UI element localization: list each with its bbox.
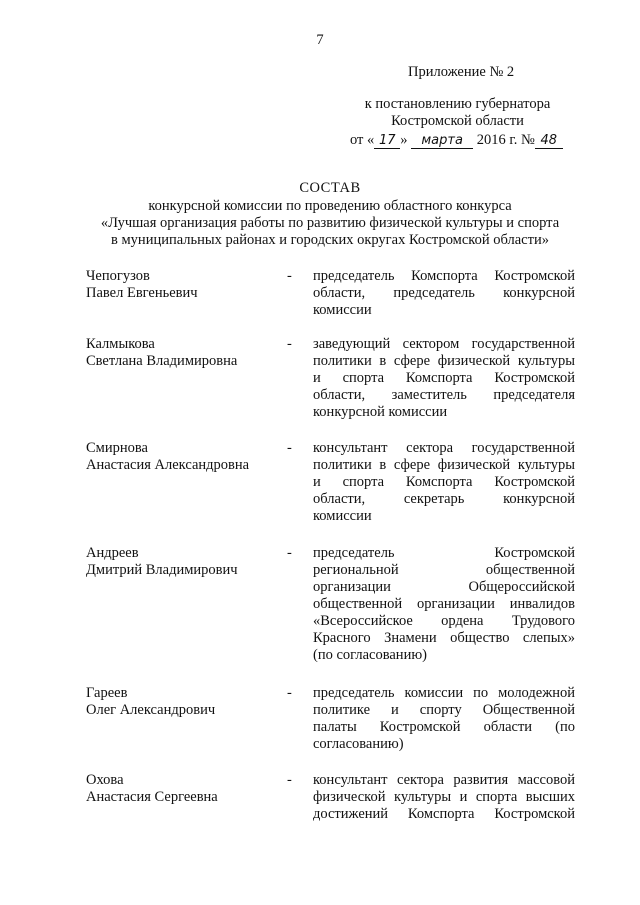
role-line: согласованию) — [313, 736, 404, 752]
role-line: председатель комиссии по молодежной — [313, 685, 575, 701]
member-dash: - — [287, 685, 292, 701]
annex-label: Приложение № 2 — [408, 64, 515, 80]
document-title — [60, 180, 600, 249]
role-line: области, секретарь конкурсной — [313, 491, 575, 507]
quote-open: « — [367, 132, 375, 148]
quote-close: » — [400, 132, 408, 148]
member-name — [86, 440, 276, 474]
date-month: марта — [411, 133, 473, 149]
resolution-reference — [350, 96, 565, 130]
resolution-number: 48 — [535, 133, 563, 149]
role-line: организации Общероссийской — [313, 579, 575, 595]
role-line: общественной организации инвалидов — [313, 596, 575, 612]
role-line: достижений Комспорта Костромской — [313, 806, 575, 822]
member-surname: Чепогузов — [86, 268, 150, 284]
member-dash: - — [287, 545, 292, 561]
member-given-name: Дмитрий Владимирович — [86, 562, 238, 578]
resolution-dateline — [350, 132, 563, 149]
title-heading: СОСТАВ — [299, 180, 361, 196]
member-given-name: Светлана Владимировна — [86, 353, 238, 369]
member-dash: - — [287, 440, 292, 456]
member-role — [313, 336, 575, 421]
resolution-line-1: к постановлению губернатора — [364, 96, 551, 112]
role-line: конкурсной комиссии — [313, 404, 448, 420]
role-line: «Всероссийское ордена Трудового — [313, 613, 575, 629]
member-name — [86, 336, 276, 370]
member-given-name: Олег Александрович — [86, 702, 216, 718]
member-given-name: Анастасия Александровна — [86, 457, 250, 473]
member-surname: Смирнова — [86, 440, 148, 456]
role-line: и спорта Комспорта Костромской — [313, 370, 575, 386]
role-line: физической культуры и спорта высших — [313, 789, 575, 805]
role-line: региональной общественной — [313, 562, 575, 578]
member-role — [313, 440, 575, 525]
role-line: палаты Костромской области (по — [313, 719, 575, 735]
role-line: политики в сфере физической культуры — [313, 457, 575, 473]
member-dash: - — [287, 772, 292, 788]
member-role — [313, 685, 575, 753]
role-line: заведующий сектором государственной — [313, 336, 575, 352]
role-line: комиссии — [313, 302, 372, 318]
member-surname: Калмыкова — [86, 336, 155, 352]
role-line: области, заместитель председателя — [313, 387, 575, 403]
member-given-name: Павел Евгеньевич — [86, 285, 198, 301]
member-dash: - — [287, 268, 292, 284]
member-name — [86, 685, 276, 719]
member-dash: - — [287, 336, 292, 352]
role-line: председатель Комспорта Костромской — [313, 268, 575, 284]
date-day: 17 — [374, 133, 400, 149]
role-line: политики в сфере физической культуры — [313, 353, 575, 369]
member-given-name: Анастасия Сергеевна — [86, 789, 218, 805]
resolution-line-2: Костромской области — [391, 113, 524, 129]
member-role — [313, 268, 575, 319]
role-line: области, председатель конкурсной — [313, 285, 575, 301]
role-line: Красного Знамени общество слепых» — [313, 630, 575, 646]
member-surname: Охова — [86, 772, 124, 788]
role-line: и спорта Комспорта Костромской — [313, 474, 575, 490]
date-prefix: от — [350, 132, 364, 148]
member-name — [86, 545, 276, 579]
role-line: политике и спорту Общественной — [313, 702, 575, 718]
member-surname: Андреев — [86, 545, 139, 561]
member-name — [86, 268, 276, 302]
role-line: консультант сектора государственной — [313, 440, 575, 456]
title-line-3: в муниципальных районах и городских округах Костромской области» — [111, 232, 549, 248]
date-year: 2016 г. № — [476, 132, 535, 148]
member-role — [313, 772, 575, 823]
title-line-1: конкурсной комиссии по проведению областного конкурса — [148, 198, 512, 214]
title-line-2: «Лучшая организация работы по развитию физической культуры и спорта — [100, 215, 560, 231]
member-surname: Гареев — [86, 685, 128, 701]
page-number: 7 — [316, 32, 324, 48]
role-line: комиссии — [313, 508, 372, 524]
role-line: председатель Костромской — [313, 545, 575, 561]
role-line: консультант сектора развития массовой — [313, 772, 575, 788]
member-name — [86, 772, 276, 806]
member-role — [313, 545, 575, 664]
role-line: (по согласованию) — [313, 647, 427, 663]
